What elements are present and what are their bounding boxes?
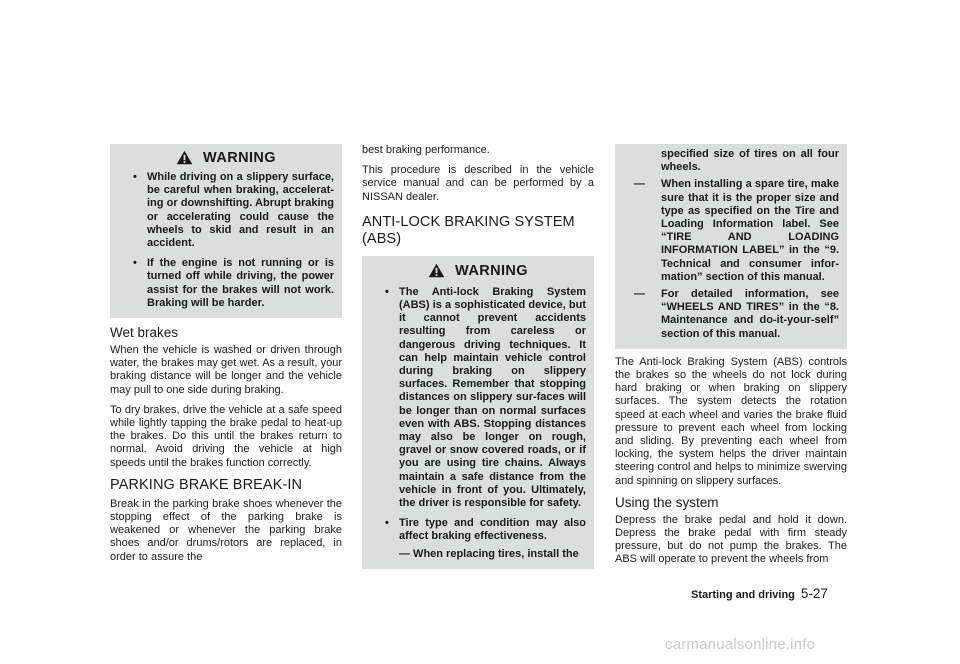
bullet-mark: • (133, 171, 137, 183)
warning-list (118, 171, 334, 310)
parking-brake-heading: PARKING BRAKE BREAK-IN (110, 476, 303, 493)
warning-box-2 (362, 256, 594, 569)
abs-heading: ANTI-LOCK BRAKING SYSTEM (ABS) (362, 213, 575, 247)
warning-bullet (118, 257, 334, 310)
wet-brakes-heading: Wet brakes (110, 325, 179, 341)
warning-dash-item (623, 288, 839, 341)
page-number: 5-27 (800, 586, 828, 601)
warning-list (370, 286, 586, 561)
wet-brakes-paragraph-2: To dry brakes, drive the vehicle at a safe speed while lightly tapping the brake pedal to heat-up the brakes. Do this until the brakes return to normal. Avoid driving the vehicle at high speeds until the brakes function correctly. (110, 403, 342, 469)
warning-text: While driving on a slippery surface, be careful when braking, accelerat-ing or downshifting. Abrupt braking or accelerating could cause the wheels to skid and result in an accident. (147, 171, 334, 250)
warning-box-continued (615, 144, 847, 349)
page-footer (691, 586, 828, 601)
footer-section: Starting and driving (691, 589, 795, 601)
column-3 (615, 144, 847, 574)
warning-box-1 (110, 144, 342, 318)
bullet-mark: • (385, 517, 389, 530)
warning-continued-line: specified size of tires on all four wheels. (661, 148, 839, 174)
using-system-paragraph: Depress the brake pedal and hold it down. Depress the brake pedal with firm steady pressure, but do not pump the brakes. The ABS will operate to prevent the wheels from (615, 513, 847, 566)
warning-text: Tire type and condition may also affect braking effectiveness. (399, 517, 586, 543)
abs-paragraph: The Anti-lock Braking System (ABS) controls the brakes so the wheels do not lock during hard braking or when braking on slippery surfaces. The system detects the rotation speed at each wheel and varies the brake fluid pressure to prevent each wheel from locking and sliding. By preventing each wheel from locking, the system helps the driver maintain steering control and helps to minimize swerving and spinning on slippery surfaces. (615, 355, 847, 487)
column-2 (362, 144, 594, 576)
column-1 (110, 144, 342, 571)
procedure-paragraph: This procedure is described in the vehicle service manual and can be performed by a NISSAN dealer. (362, 164, 594, 203)
dash-mark: — (634, 288, 645, 301)
warning-title: WARNING (203, 149, 276, 166)
warning-text: If the engine is not running or is turned off while driving, the power assist for the brakes will not work. Braking will be harder. (147, 257, 334, 309)
parking-brake-paragraph: Break in the parking brake shoes whenever the stopping effect of the parking brake is weakened or whenever the parking brake shoes and/or drums/rotors are replaced, in order to assure the (110, 497, 342, 563)
warning-bullet (370, 517, 586, 561)
warning-dash-item (623, 178, 839, 284)
warning-triangle-icon (176, 150, 193, 165)
warning-title: WARNING (455, 262, 528, 279)
dash-text: For detailed information, see “WHEELS AND TIRES” in the “8. Maintenance and do-it-your-self” section of this manual. (661, 288, 839, 340)
continued-paragraph: best braking performance. (362, 144, 490, 156)
warning-text: The Anti-lock Braking System (ABS) is a sophisticated device, but it cannot prevent accidents resulting from careless or dangerous driving techniques. It can help maintain vehicle control during braking on slippery surfaces. Remember that stopping distances on slippery sur-faces will be longer than on normal surfaces even with ABS. Stopping distances may also be longer on rough, gravel or snow covered roads, or if you are using tire chains. Always maintain a safe distance from the vehicle in front of you. Ultimately, the driver is responsible for safety. (399, 285, 586, 510)
warning-header (118, 144, 334, 171)
bullet-mark: • (385, 285, 389, 298)
dash-mark: — (634, 178, 645, 191)
dash-text: When installing a spare tire, make sure that it is the proper size and type as specified on the Tire and Loading Information label. See “TIRE AND LOADING INFORMATION LABEL” in the “9. Technical and consumer infor-mation” section of this manual. (661, 178, 839, 283)
warning-bullet (370, 286, 586, 510)
warning-bullet (118, 171, 334, 250)
bullet-mark: • (133, 257, 137, 270)
wet-brakes-paragraph-1: When the vehicle is washed or driven through water, the brakes may get wet. As a result, your braking distance will be longer and the vehicle may pull to one side during braking. (110, 344, 342, 396)
watermark: carmanualsonline.info (665, 636, 816, 653)
warning-sub-item: — When replacing tires, install the (399, 547, 579, 560)
warning-header (370, 256, 586, 286)
using-system-heading: Using the system (615, 494, 719, 510)
warning-triangle-icon (428, 263, 445, 278)
